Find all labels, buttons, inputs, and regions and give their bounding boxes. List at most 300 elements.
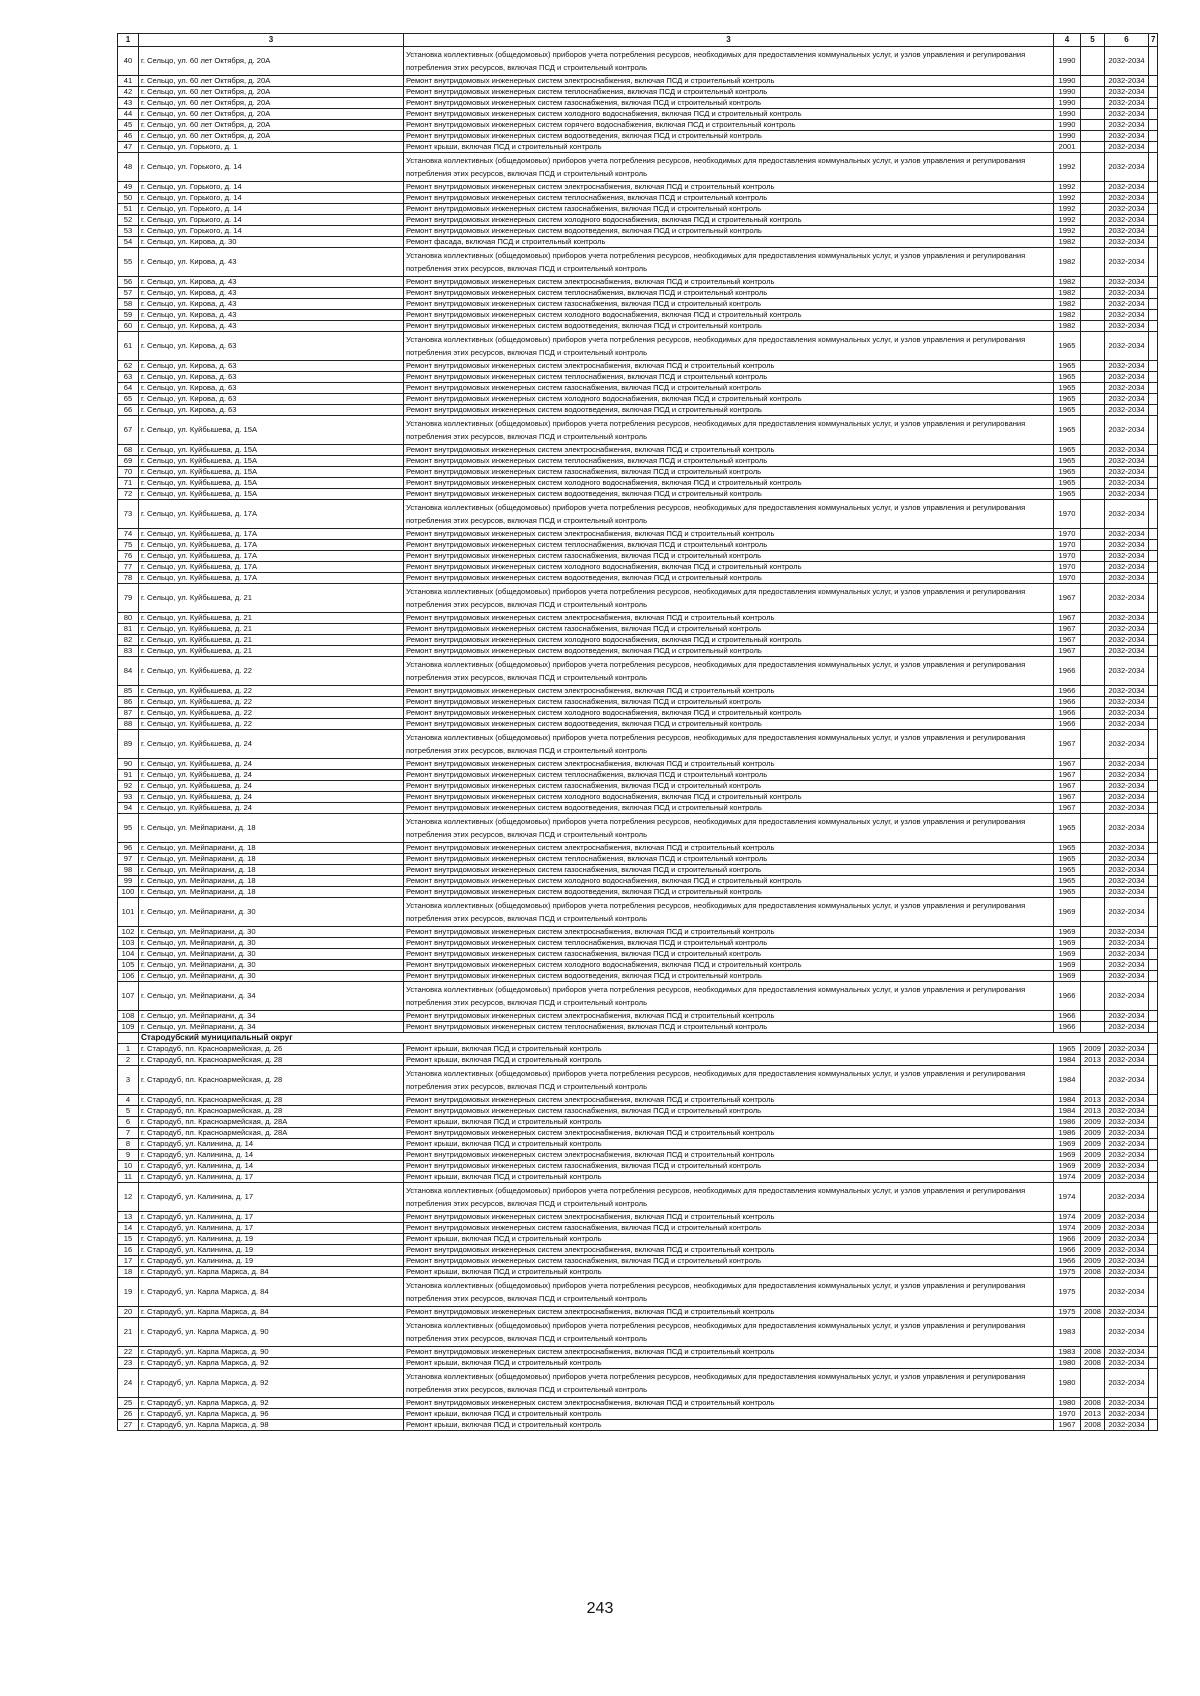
row-number: 92 bbox=[118, 781, 139, 792]
extra-cell bbox=[1149, 960, 1158, 971]
period-cell: 2032-2034 bbox=[1105, 1307, 1149, 1318]
last-repair-year-cell bbox=[1081, 1011, 1105, 1022]
row-number: 96 bbox=[118, 843, 139, 854]
last-repair-year-cell bbox=[1081, 237, 1105, 248]
build-year-cell: 1984 bbox=[1054, 1066, 1081, 1095]
table-row bbox=[118, 1409, 1158, 1420]
work-type-cell: Ремонт крыши, включая ПСД и строительный контроль bbox=[404, 1044, 1054, 1055]
work-type-cell: Ремонт внутридомовых инженерных систем электроснабжения, включая ПСД и строительный контроль bbox=[404, 1212, 1054, 1223]
build-year-cell: 1984 bbox=[1054, 1095, 1081, 1106]
extra-cell bbox=[1149, 971, 1158, 982]
extra-cell bbox=[1149, 1161, 1158, 1172]
table-row bbox=[118, 193, 1158, 204]
extra-cell bbox=[1149, 551, 1158, 562]
row-number: 21 bbox=[118, 1318, 139, 1347]
work-type-cell: Ремонт внутридомовых инженерных систем электроснабжения, включая ПСД и строительный контроль bbox=[404, 843, 1054, 854]
row-number: 55 bbox=[118, 248, 139, 277]
row-number: 48 bbox=[118, 153, 139, 182]
address-cell: г. Сельцо, ул. Куйбышева, д. 24 bbox=[139, 781, 404, 792]
build-year-cell: 1967 bbox=[1054, 803, 1081, 814]
extra-cell bbox=[1149, 321, 1158, 332]
build-year-cell: 1970 bbox=[1054, 500, 1081, 529]
last-repair-year-cell bbox=[1081, 540, 1105, 551]
last-repair-year-cell bbox=[1081, 182, 1105, 193]
row-number: 19 bbox=[118, 1278, 139, 1307]
work-type-cell: Установка коллективных (общедомовых) приборов учета потребления ресурсов, необходимых для предоставления коммунальных услуг, и узлов управления и регулирования потребления этих ресурсов, включая ПСД и строительный контроль bbox=[404, 1183, 1054, 1212]
row-number: 44 bbox=[118, 109, 139, 120]
work-type-cell: Ремонт внутридомовых инженерных систем горячего водоснабжения, включая ПСД и строительный контроль bbox=[404, 120, 1054, 131]
address-cell: г. Сельцо, ул. Кирова, д. 63 bbox=[139, 361, 404, 372]
period-cell: 2032-2034 bbox=[1105, 781, 1149, 792]
extra-cell bbox=[1149, 248, 1158, 277]
work-type-cell: Ремонт внутридомовых инженерных систем электроснабжения, включая ПСД и строительный контроль bbox=[404, 277, 1054, 288]
build-year-cell: 1990 bbox=[1054, 87, 1081, 98]
build-year-cell: 1990 bbox=[1054, 109, 1081, 120]
address-cell: г. Стародуб, пл. Красноармейская, д. 28А bbox=[139, 1128, 404, 1139]
period-cell: 2032-2034 bbox=[1105, 288, 1149, 299]
period-cell: 2032-2034 bbox=[1105, 1183, 1149, 1212]
address-cell: г. Сельцо, ул. Куйбышева, д. 15А bbox=[139, 456, 404, 467]
extra-cell bbox=[1149, 1117, 1158, 1128]
address-cell: г. Сельцо, ул. Мейпариани, д. 34 bbox=[139, 1022, 404, 1033]
table-row bbox=[118, 646, 1158, 657]
build-year-cell: 1970 bbox=[1054, 551, 1081, 562]
last-repair-year-cell: 2008 bbox=[1081, 1347, 1105, 1358]
last-repair-year-cell bbox=[1081, 98, 1105, 109]
period-cell: 2032-2034 bbox=[1105, 332, 1149, 361]
table-row bbox=[118, 1066, 1158, 1095]
row-number: 42 bbox=[118, 87, 139, 98]
address-cell: г. Стародуб, ул. Карла Маркса, д. 92 bbox=[139, 1358, 404, 1369]
last-repair-year-cell bbox=[1081, 288, 1105, 299]
last-repair-year-cell bbox=[1081, 938, 1105, 949]
extra-cell bbox=[1149, 153, 1158, 182]
build-year-cell: 1966 bbox=[1054, 657, 1081, 686]
row-number: 7 bbox=[118, 1128, 139, 1139]
last-repair-year-cell bbox=[1081, 781, 1105, 792]
extra-cell bbox=[1149, 1369, 1158, 1398]
period-cell: 2032-2034 bbox=[1105, 1318, 1149, 1347]
period-cell: 2032-2034 bbox=[1105, 843, 1149, 854]
table-row bbox=[118, 394, 1158, 405]
extra-cell bbox=[1149, 865, 1158, 876]
extra-cell bbox=[1149, 182, 1158, 193]
table-row bbox=[118, 982, 1158, 1011]
last-repair-year-cell: 2009 bbox=[1081, 1128, 1105, 1139]
work-type-cell: Ремонт внутридомовых инженерных систем холодного водоснабжения, включая ПСД и строительный контроль bbox=[404, 792, 1054, 803]
section-row bbox=[118, 1033, 1158, 1044]
last-repair-year-cell bbox=[1081, 759, 1105, 770]
build-year-cell: 1965 bbox=[1054, 394, 1081, 405]
work-type-cell: Ремонт внутридомовых инженерных систем водоотведения, включая ПСД и строительный контроль bbox=[404, 719, 1054, 730]
period-cell: 2032-2034 bbox=[1105, 109, 1149, 120]
address-cell: г. Сельцо, ул. Куйбышева, д. 17А bbox=[139, 529, 404, 540]
row-number: 41 bbox=[118, 76, 139, 87]
table-row bbox=[118, 584, 1158, 613]
table-row bbox=[118, 803, 1158, 814]
build-year-cell: 1982 bbox=[1054, 310, 1081, 321]
table-row bbox=[118, 215, 1158, 226]
table-row bbox=[118, 1150, 1158, 1161]
period-cell: 2032-2034 bbox=[1105, 142, 1149, 153]
period-cell: 2032-2034 bbox=[1105, 1106, 1149, 1117]
extra-cell bbox=[1149, 109, 1158, 120]
last-repair-year-cell bbox=[1081, 573, 1105, 584]
work-type-cell: Ремонт внутридомовых инженерных систем электроснабжения, включая ПСД и строительный контроль bbox=[404, 1128, 1054, 1139]
row-number: 75 bbox=[118, 540, 139, 551]
last-repair-year-cell: 2009 bbox=[1081, 1172, 1105, 1183]
build-year-cell: 1966 bbox=[1054, 1022, 1081, 1033]
address-cell: г. Сельцо, ул. Кирова, д. 43 bbox=[139, 277, 404, 288]
table-row bbox=[118, 1128, 1158, 1139]
build-year-cell: 1965 bbox=[1054, 332, 1081, 361]
extra-cell bbox=[1149, 624, 1158, 635]
table-row bbox=[118, 109, 1158, 120]
address-cell: г. Сельцо, ул. Горького, д. 14 bbox=[139, 215, 404, 226]
address-cell: г. Сельцо, ул. Куйбышева, д. 15А bbox=[139, 489, 404, 500]
period-cell: 2032-2034 bbox=[1105, 814, 1149, 843]
table-row bbox=[118, 1278, 1158, 1307]
row-number: 68 bbox=[118, 445, 139, 456]
table-row bbox=[118, 76, 1158, 87]
address-cell: г. Стародуб, пл. Красноармейская, д. 28 bbox=[139, 1055, 404, 1066]
work-type-cell: Установка коллективных (общедомовых) приборов учета потребления ресурсов, необходимых для предоставления коммунальных услуг, и узлов управления и регулирования потребления этих ресурсов, включая ПСД и строительный контроль bbox=[404, 982, 1054, 1011]
table-row bbox=[118, 759, 1158, 770]
work-type-cell: Установка коллективных (общедомовых) приборов учета потребления ресурсов, необходимых для предоставления коммунальных услуг, и узлов управления и регулирования потребления этих ресурсов, включая ПСД и строительный контроль bbox=[404, 898, 1054, 927]
extra-cell bbox=[1149, 1128, 1158, 1139]
extra-cell bbox=[1149, 697, 1158, 708]
address-cell: г. Сельцо, ул. Куйбышева, д. 17А bbox=[139, 551, 404, 562]
address-cell: г. Сельцо, ул. Мейпариани, д. 30 bbox=[139, 898, 404, 927]
extra-cell bbox=[1149, 613, 1158, 624]
period-cell: 2032-2034 bbox=[1105, 416, 1149, 445]
row-number: 47 bbox=[118, 142, 139, 153]
row-number: 83 bbox=[118, 646, 139, 657]
last-repair-year-cell bbox=[1081, 613, 1105, 624]
row-number: 97 bbox=[118, 854, 139, 865]
last-repair-year-cell: 2008 bbox=[1081, 1358, 1105, 1369]
work-type-cell: Установка коллективных (общедомовых) приборов учета потребления ресурсов, необходимых для предоставления коммунальных услуг, и узлов управления и регулирования потребления этих ресурсов, включая ПСД и строительный контроль bbox=[404, 500, 1054, 529]
build-year-cell: 1965 bbox=[1054, 372, 1081, 383]
table-row bbox=[118, 1044, 1158, 1055]
build-year-cell: 1969 bbox=[1054, 927, 1081, 938]
last-repair-year-cell bbox=[1081, 584, 1105, 613]
address-cell: г. Сельцо, ул. Горького, д. 14 bbox=[139, 193, 404, 204]
table-row bbox=[118, 814, 1158, 843]
extra-cell bbox=[1149, 1212, 1158, 1223]
extra-cell bbox=[1149, 843, 1158, 854]
work-type-cell: Ремонт крыши, включая ПСД и строительный контроль bbox=[404, 142, 1054, 153]
work-type-cell: Ремонт внутридомовых инженерных систем газоснабжения, включая ПСД и строительный контроль bbox=[404, 949, 1054, 960]
last-repair-year-cell: 2013 bbox=[1081, 1095, 1105, 1106]
period-cell: 2032-2034 bbox=[1105, 949, 1149, 960]
build-year-cell: 1967 bbox=[1054, 770, 1081, 781]
work-type-cell: Ремонт внутридомовых инженерных систем водоотведения, включая ПСД и строительный контроль bbox=[404, 573, 1054, 584]
table-row bbox=[118, 1267, 1158, 1278]
address-cell: г. Сельцо, ул. Куйбышева, д. 22 bbox=[139, 697, 404, 708]
work-type-cell: Ремонт внутридомовых инженерных систем теплоснабжения, включая ПСД и строительный контроль bbox=[404, 456, 1054, 467]
work-type-cell: Ремонт внутридомовых инженерных систем электроснабжения, включая ПСД и строительный контроль bbox=[404, 927, 1054, 938]
last-repair-year-cell: 2009 bbox=[1081, 1256, 1105, 1267]
period-cell: 2032-2034 bbox=[1105, 248, 1149, 277]
extra-cell bbox=[1149, 646, 1158, 657]
work-type-cell: Установка коллективных (общедомовых) приборов учета потребления ресурсов, необходимых для предоставления коммунальных услуг, и узлов управления и регулирования потребления этих ресурсов, включая ПСД и строительный контроль bbox=[404, 657, 1054, 686]
work-type-cell: Ремонт внутридомовых инженерных систем электроснабжения, включая ПСД и строительный контроль bbox=[404, 1095, 1054, 1106]
work-type-cell: Ремонт крыши, включая ПСД и строительный контроль bbox=[404, 1172, 1054, 1183]
header-cell: 5 bbox=[1081, 34, 1105, 47]
last-repair-year-cell bbox=[1081, 478, 1105, 489]
row-number: 86 bbox=[118, 697, 139, 708]
build-year-cell: 1966 bbox=[1054, 1245, 1081, 1256]
row-number: 50 bbox=[118, 193, 139, 204]
work-type-cell: Ремонт внутридомовых инженерных систем теплоснабжения, включая ПСД и строительный контроль bbox=[404, 372, 1054, 383]
build-year-cell: 1982 bbox=[1054, 321, 1081, 332]
row-number: 77 bbox=[118, 562, 139, 573]
build-year-cell: 1970 bbox=[1054, 529, 1081, 540]
row-number: 12 bbox=[118, 1183, 139, 1212]
row-number: 27 bbox=[118, 1420, 139, 1431]
row-number: 73 bbox=[118, 500, 139, 529]
table-row bbox=[118, 1117, 1158, 1128]
work-type-cell: Установка коллективных (общедомовых) приборов учета потребления ресурсов, необходимых для предоставления коммунальных услуг, и узлов управления и регулирования потребления этих ресурсов, включая ПСД и строительный контроль bbox=[404, 1369, 1054, 1398]
address-cell: г. Сельцо, ул. Кирова, д. 63 bbox=[139, 405, 404, 416]
work-type-cell: Ремонт внутридомовых инженерных систем холодного водоснабжения, включая ПСД и строительный контроль bbox=[404, 708, 1054, 719]
build-year-cell: 1990 bbox=[1054, 120, 1081, 131]
work-type-cell: Ремонт крыши, включая ПСД и строительный контроль bbox=[404, 1139, 1054, 1150]
row-number: 63 bbox=[118, 372, 139, 383]
work-type-cell: Установка коллективных (общедомовых) приборов учета потребления ресурсов, необходимых для предоставления коммунальных услуг, и узлов управления и регулирования потребления этих ресурсов, включая ПСД и строительный контроль bbox=[404, 416, 1054, 445]
period-cell: 2032-2034 bbox=[1105, 299, 1149, 310]
work-type-cell: Ремонт крыши, включая ПСД и строительный контроль bbox=[404, 1234, 1054, 1245]
build-year-cell: 1970 bbox=[1054, 562, 1081, 573]
build-year-cell: 1969 bbox=[1054, 971, 1081, 982]
period-cell: 2032-2034 bbox=[1105, 456, 1149, 467]
address-cell: г. Сельцо, ул. Куйбышева, д. 21 bbox=[139, 613, 404, 624]
build-year-cell: 1975 bbox=[1054, 1278, 1081, 1307]
extra-cell bbox=[1149, 562, 1158, 573]
table-row bbox=[118, 719, 1158, 730]
extra-cell bbox=[1149, 226, 1158, 237]
build-year-cell: 1992 bbox=[1054, 204, 1081, 215]
build-year-cell: 1990 bbox=[1054, 98, 1081, 109]
period-cell: 2032-2034 bbox=[1105, 719, 1149, 730]
extra-cell bbox=[1149, 1106, 1158, 1117]
last-repair-year-cell bbox=[1081, 299, 1105, 310]
period-cell: 2032-2034 bbox=[1105, 635, 1149, 646]
extra-cell bbox=[1149, 500, 1158, 529]
extra-cell bbox=[1149, 489, 1158, 500]
row-number: 53 bbox=[118, 226, 139, 237]
period-cell: 2032-2034 bbox=[1105, 87, 1149, 98]
header-cell: 4 bbox=[1054, 34, 1081, 47]
work-type-cell: Ремонт крыши, включая ПСД и строительный контроль bbox=[404, 1055, 1054, 1066]
work-type-cell: Ремонт внутридомовых инженерных систем водоотведения, включая ПСД и строительный контроль bbox=[404, 803, 1054, 814]
extra-cell bbox=[1149, 898, 1158, 927]
extra-cell bbox=[1149, 1234, 1158, 1245]
work-type-cell: Ремонт внутридомовых инженерных систем холодного водоснабжения, включая ПСД и строительный контроль bbox=[404, 960, 1054, 971]
work-type-cell: Ремонт внутридомовых инженерных систем теплоснабжения, включая ПСД и строительный контроль bbox=[404, 854, 1054, 865]
build-year-cell: 1966 bbox=[1054, 1234, 1081, 1245]
period-cell: 2032-2034 bbox=[1105, 1022, 1149, 1033]
section-title: Стародубский муниципальный округ bbox=[139, 1033, 1158, 1044]
period-cell: 2032-2034 bbox=[1105, 1117, 1149, 1128]
last-repair-year-cell bbox=[1081, 142, 1105, 153]
build-year-cell: 1982 bbox=[1054, 248, 1081, 277]
build-year-cell: 1967 bbox=[1054, 635, 1081, 646]
last-repair-year-cell bbox=[1081, 529, 1105, 540]
extra-cell bbox=[1149, 277, 1158, 288]
table-row bbox=[118, 248, 1158, 277]
build-year-cell: 1967 bbox=[1054, 646, 1081, 657]
address-cell: г. Сельцо, ул. Мейпариани, д. 18 bbox=[139, 865, 404, 876]
address-cell: г. Стародуб, пл. Красноармейская, д. 26 bbox=[139, 1044, 404, 1055]
row-number: 59 bbox=[118, 310, 139, 321]
extra-cell bbox=[1149, 927, 1158, 938]
extra-cell bbox=[1149, 781, 1158, 792]
period-cell: 2032-2034 bbox=[1105, 182, 1149, 193]
extra-cell bbox=[1149, 803, 1158, 814]
table-row bbox=[118, 1347, 1158, 1358]
extra-cell bbox=[1149, 982, 1158, 1011]
row-number: 26 bbox=[118, 1409, 139, 1420]
period-cell: 2032-2034 bbox=[1105, 1095, 1149, 1106]
table-row bbox=[118, 1234, 1158, 1245]
period-cell: 2032-2034 bbox=[1105, 1267, 1149, 1278]
table-row bbox=[118, 182, 1158, 193]
work-type-cell: Ремонт внутридомовых инженерных систем газоснабжения, включая ПСД и строительный контроль bbox=[404, 299, 1054, 310]
period-cell: 2032-2034 bbox=[1105, 478, 1149, 489]
row-number: 8 bbox=[118, 1139, 139, 1150]
work-type-cell: Ремонт внутридомовых инженерных систем водоотведения, включая ПСД и строительный контроль bbox=[404, 226, 1054, 237]
work-type-cell: Ремонт внутридомовых инженерных систем теплоснабжения, включая ПСД и строительный контроль bbox=[404, 938, 1054, 949]
extra-cell bbox=[1149, 584, 1158, 613]
last-repair-year-cell bbox=[1081, 686, 1105, 697]
build-year-cell: 1992 bbox=[1054, 215, 1081, 226]
address-cell: г. Сельцо, ул. Кирова, д. 63 bbox=[139, 394, 404, 405]
last-repair-year-cell bbox=[1081, 445, 1105, 456]
work-type-cell: Ремонт внутридомовых инженерных систем водоотведения, включая ПСД и строительный контроль bbox=[404, 321, 1054, 332]
period-cell: 2032-2034 bbox=[1105, 98, 1149, 109]
extra-cell bbox=[1149, 131, 1158, 142]
period-cell: 2032-2034 bbox=[1105, 467, 1149, 478]
work-type-cell: Ремонт внутридомовых инженерных систем холодного водоснабжения, включая ПСД и строительный контроль bbox=[404, 562, 1054, 573]
table-row bbox=[118, 876, 1158, 887]
work-type-cell: Установка коллективных (общедомовых) приборов учета потребления ресурсов, необходимых для предоставления коммунальных услуг, и узлов управления и регулирования потребления этих ресурсов, включая ПСД и строительный контроль bbox=[404, 814, 1054, 843]
period-cell: 2032-2034 bbox=[1105, 237, 1149, 248]
address-cell: г. Сельцо, ул. Куйбышева, д. 24 bbox=[139, 759, 404, 770]
last-repair-year-cell bbox=[1081, 361, 1105, 372]
last-repair-year-cell: 2013 bbox=[1081, 1106, 1105, 1117]
period-cell: 2032-2034 bbox=[1105, 310, 1149, 321]
row-number: 107 bbox=[118, 982, 139, 1011]
build-year-cell: 1965 bbox=[1054, 1044, 1081, 1055]
build-year-cell: 1992 bbox=[1054, 182, 1081, 193]
build-year-cell: 1990 bbox=[1054, 76, 1081, 87]
extra-cell bbox=[1149, 1267, 1158, 1278]
extra-cell bbox=[1149, 372, 1158, 383]
table-row bbox=[118, 1055, 1158, 1066]
period-cell: 2032-2034 bbox=[1105, 1234, 1149, 1245]
build-year-cell: 2001 bbox=[1054, 142, 1081, 153]
work-type-cell: Ремонт крыши, включая ПСД и строительный контроль bbox=[404, 1117, 1054, 1128]
extra-cell bbox=[1149, 1011, 1158, 1022]
address-cell: г. Сельцо, ул. Куйбышева, д. 24 bbox=[139, 803, 404, 814]
last-repair-year-cell bbox=[1081, 215, 1105, 226]
last-repair-year-cell bbox=[1081, 730, 1105, 759]
table-row bbox=[118, 321, 1158, 332]
period-cell: 2032-2034 bbox=[1105, 865, 1149, 876]
last-repair-year-cell bbox=[1081, 467, 1105, 478]
build-year-cell: 1965 bbox=[1054, 478, 1081, 489]
address-cell: г. Стародуб, ул. Карла Маркса, д. 84 bbox=[139, 1278, 404, 1307]
extra-cell bbox=[1149, 876, 1158, 887]
address-cell: г. Сельцо, ул. Куйбышева, д. 21 bbox=[139, 635, 404, 646]
period-cell: 2032-2034 bbox=[1105, 708, 1149, 719]
table-row bbox=[118, 456, 1158, 467]
address-cell: г. Сельцо, ул. Куйбышева, д. 17А bbox=[139, 573, 404, 584]
last-repair-year-cell bbox=[1081, 865, 1105, 876]
extra-cell bbox=[1149, 949, 1158, 960]
last-repair-year-cell bbox=[1081, 1318, 1105, 1347]
row-number: 52 bbox=[118, 215, 139, 226]
build-year-cell: 1966 bbox=[1054, 1256, 1081, 1267]
table-row bbox=[118, 686, 1158, 697]
last-repair-year-cell: 2008 bbox=[1081, 1398, 1105, 1409]
period-cell: 2032-2034 bbox=[1105, 226, 1149, 237]
table-row bbox=[118, 1307, 1158, 1318]
last-repair-year-cell bbox=[1081, 456, 1105, 467]
row-number: 108 bbox=[118, 1011, 139, 1022]
row-number: 60 bbox=[118, 321, 139, 332]
last-repair-year-cell bbox=[1081, 1066, 1105, 1095]
period-cell: 2032-2034 bbox=[1105, 1369, 1149, 1398]
period-cell: 2032-2034 bbox=[1105, 730, 1149, 759]
build-year-cell: 1970 bbox=[1054, 1409, 1081, 1420]
build-year-cell: 1980 bbox=[1054, 1369, 1081, 1398]
last-repair-year-cell bbox=[1081, 394, 1105, 405]
last-repair-year-cell bbox=[1081, 814, 1105, 843]
extra-cell bbox=[1149, 288, 1158, 299]
last-repair-year-cell bbox=[1081, 332, 1105, 361]
row-number: 6 bbox=[118, 1117, 139, 1128]
table-row bbox=[118, 843, 1158, 854]
extra-cell bbox=[1149, 1095, 1158, 1106]
build-year-cell: 1967 bbox=[1054, 584, 1081, 613]
build-year-cell: 1967 bbox=[1054, 624, 1081, 635]
last-repair-year-cell bbox=[1081, 1183, 1105, 1212]
address-cell: г. Сельцо, ул. Кирова, д. 43 bbox=[139, 248, 404, 277]
build-year-cell: 1983 bbox=[1054, 1347, 1081, 1358]
extra-cell bbox=[1149, 686, 1158, 697]
table-row bbox=[118, 1172, 1158, 1183]
extra-cell bbox=[1149, 193, 1158, 204]
address-cell: г. Сельцо, ул. Куйбышева, д. 22 bbox=[139, 686, 404, 697]
extra-cell bbox=[1149, 1172, 1158, 1183]
extra-cell bbox=[1149, 98, 1158, 109]
work-type-cell: Ремонт внутридомовых инженерных систем электроснабжения, включая ПСД и строительный контроль bbox=[404, 686, 1054, 697]
address-cell: г. Сельцо, ул. Мейпариани, д. 18 bbox=[139, 843, 404, 854]
repair-program-table bbox=[117, 33, 1158, 1431]
row-number: 74 bbox=[118, 529, 139, 540]
period-cell: 2032-2034 bbox=[1105, 500, 1149, 529]
period-cell: 2032-2034 bbox=[1105, 551, 1149, 562]
period-cell: 2032-2034 bbox=[1105, 657, 1149, 686]
extra-cell bbox=[1149, 770, 1158, 781]
work-type-cell: Ремонт внутридомовых инженерных систем электроснабжения, включая ПСД и строительный контроль bbox=[404, 529, 1054, 540]
extra-cell bbox=[1149, 87, 1158, 98]
period-cell: 2032-2034 bbox=[1105, 1150, 1149, 1161]
work-type-cell: Ремонт внутридомовых инженерных систем электроснабжения, включая ПСД и строительный контроль bbox=[404, 759, 1054, 770]
